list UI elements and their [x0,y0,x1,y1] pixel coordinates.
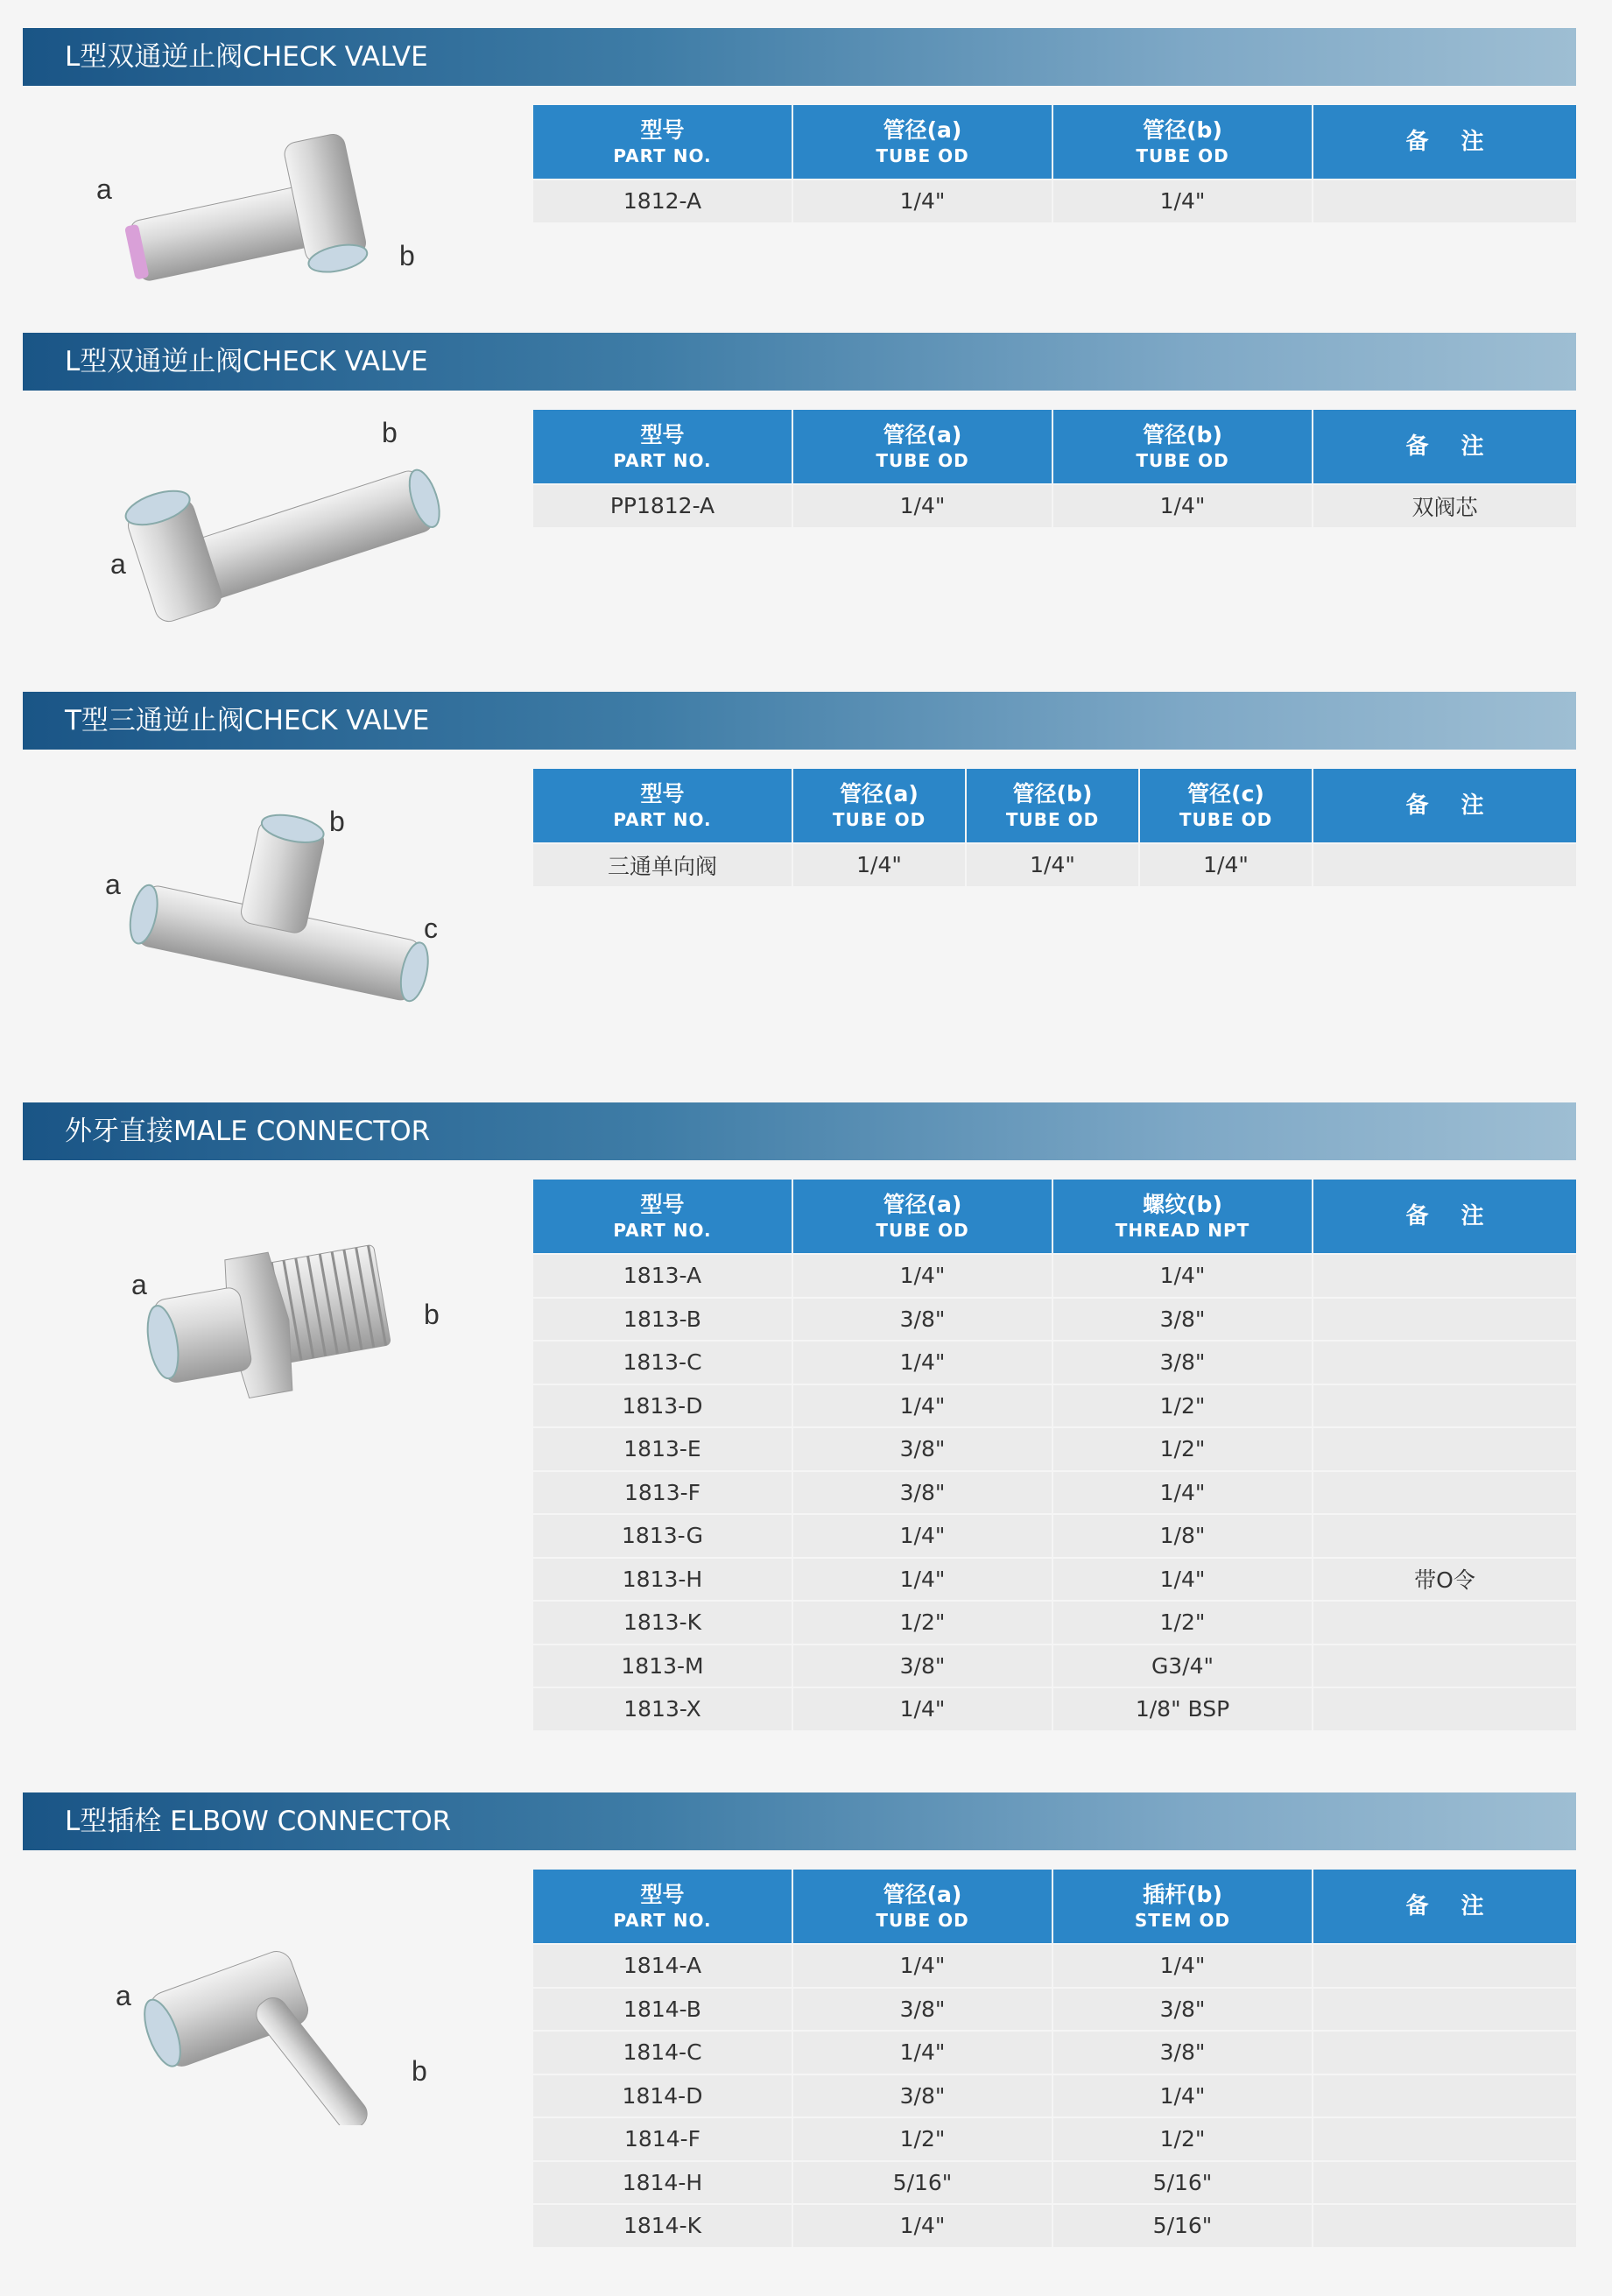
table-cell [1313,1427,1576,1471]
column-header [792,1870,1052,1944]
table-cell: 3/8" [792,1427,1052,1471]
column-header-zh: 型号 [640,1192,685,1217]
column-header [792,410,1052,484]
table-row [533,1645,1576,1688]
table-cell: 1/4" [792,2031,1052,2074]
table-cell: 5/16" [1052,2204,1313,2247]
table-cell [1313,1514,1576,1558]
table-cell: 1/4" [792,1254,1052,1298]
table-cell: 1/4" [792,180,1052,222]
column-header [1313,769,1576,843]
table-header-row [533,410,1576,484]
table-cell: 1/4" [1052,1944,1313,1988]
table-cell: 1813-C [533,1341,792,1384]
table-cell [1313,1254,1576,1298]
column-header-zh: 管径(a) [883,1192,962,1217]
spec-table [533,105,1576,222]
column-header [1052,105,1313,180]
table-cell: 1/4" [1052,1471,1313,1515]
port-label-a: a [131,1269,147,1300]
column-header-zh: 备 注 [1405,1893,1496,1919]
table-cell [1313,1988,1576,2032]
table-cell [1313,2204,1576,2247]
column-header-en: PART NO. [613,1220,712,1241]
column-header-zh: 备 注 [1405,1203,1496,1229]
column-header-zh: 管径(a) [883,422,962,447]
table-cell: 双阀芯 [1313,484,1576,527]
table-row [533,180,1576,222]
table-cell [1313,1298,1576,1342]
table-header-row [533,769,1576,843]
column-header-en: TUBE OD [876,1910,969,1931]
column-header [1313,1180,1576,1254]
table-cell [1313,180,1576,222]
table-cell [1313,2117,1576,2161]
column-header-en: PART NO. [613,1910,712,1931]
table-cell [1313,1471,1576,1515]
column-header-en: STEM OD [1134,1910,1231,1931]
column-header-zh: 型号 [640,117,685,143]
section-title: L型插栓 ELBOW CONNECTOR [23,1792,1576,1850]
column-header [533,1870,792,1944]
table-row [533,1988,1576,2032]
table-row [533,2031,1576,2074]
column-header-en: PART NO. [613,450,712,471]
table-row [533,1601,1576,1645]
table-cell: 1/4" [792,1687,1052,1730]
port-label-a: a [116,1980,131,2011]
table-cell: 1813-H [533,1558,792,1602]
table-cell [1313,2161,1576,2205]
tee-check-valve-icon [88,806,473,1060]
column-header-zh: 管径(b) [1143,422,1222,447]
table-cell: 1/2" [792,2117,1052,2161]
port-label-a: a [105,869,121,900]
table-cell: 1/4" [792,484,1052,527]
table-row [533,1471,1576,1515]
table-cell: 3/8" [1052,1298,1313,1342]
table-header-row [533,1180,1576,1254]
table-cell [1313,1645,1576,1688]
table-cell: 1/2" [792,1601,1052,1645]
table-cell: 1813-D [533,1384,792,1428]
table-cell: 1/4" [1052,1254,1313,1298]
table-row [533,1254,1576,1298]
table-cell: 3/8" [792,1645,1052,1688]
column-header-zh: 管径(b) [1143,117,1222,143]
column-header [533,769,792,843]
table-cell: 1/8" [1052,1514,1313,1558]
column-header [1052,410,1313,484]
table-row [533,1427,1576,1471]
table-cell: 1/4" [792,1341,1052,1384]
column-header [533,105,792,180]
table-cell [1313,1384,1576,1428]
table-cell: 1/2" [1052,1427,1313,1471]
column-header-zh: 螺纹(b) [1143,1192,1222,1217]
column-header-en: TUBE OD [1005,809,1100,830]
table-cell: 3/8" [792,2074,1052,2118]
table-cell: 3/8" [1052,1341,1313,1384]
table-cell: 1814-C [533,2031,792,2074]
column-header [1313,1870,1576,1944]
table-cell: 1/4" [792,843,966,886]
l-check-valve-long-icon [88,417,473,644]
column-header [533,410,792,484]
table-cell: 1/4" [792,1944,1052,1988]
l-check-valve-icon [88,116,473,326]
table-header-row [533,105,1576,180]
table-cell: PP1812-A [533,484,792,527]
section-title: 外牙直接MALE CONNECTOR [23,1102,1576,1160]
section-title: L型双通逆止阀CHECK VALVE [23,333,1576,391]
column-header [966,769,1139,843]
column-header-zh: 管径(b) [1012,781,1093,806]
table-cell: 带O令 [1313,1558,1576,1602]
table-row [533,1384,1576,1428]
column-header-zh: 管径(a) [840,781,919,806]
table-cell: 1814-F [533,2117,792,2161]
table-cell: 1814-H [533,2161,792,2205]
section-title: L型双通逆止阀CHECK VALVE [23,28,1576,86]
column-header-zh: 管径(a) [883,1882,962,1907]
column-header-zh: 插杆(b) [1143,1882,1222,1907]
table-cell [1313,1601,1576,1645]
column-header-zh: 备 注 [1405,433,1496,460]
spec-table [533,1180,1576,1730]
column-header-en: PART NO. [613,809,712,830]
table-cell: 1/4" [1052,180,1313,222]
table-cell: 3/8" [1052,1988,1313,2032]
section-title: T型三通逆止阀CHECK VALVE [23,692,1576,750]
spec-table [533,410,1576,527]
column-header-zh: 型号 [640,422,685,447]
table-cell [1313,2074,1576,2118]
column-header-en: TUBE OD [876,450,969,471]
table-cell [1313,1944,1576,1988]
port-label-c: c [424,912,438,944]
table-row [533,1944,1576,1988]
column-header-en: TUBE OD [1179,809,1273,830]
table-cell: 1/4" [792,1558,1052,1602]
table-cell: 3/8" [792,1298,1052,1342]
table-cell: 1/8" BSP [1052,1687,1313,1730]
port-label-b: b [424,1299,440,1330]
table-cell: 1/2" [1052,2117,1313,2161]
table-header-row [533,1870,1576,1944]
table-row [533,2074,1576,2118]
table-cell: 3/8" [792,1988,1052,2032]
table-cell: 1814-K [533,2204,792,2247]
table-cell: 1/2" [1052,1384,1313,1428]
table-cell: 3/8" [1052,2031,1313,2074]
column-header [792,769,966,843]
table-row [533,2117,1576,2161]
port-label-b: b [399,240,415,271]
column-header-en: TUBE OD [876,145,969,166]
table-cell: 1813-M [533,1645,792,1688]
port-label-b: b [329,806,345,837]
table-cell: 1813-K [533,1601,792,1645]
male-connector-icon [88,1216,473,1426]
table-row [533,1514,1576,1558]
column-header-en: THREAD NPT [1115,1220,1250,1241]
port-label-a: a [110,548,126,580]
column-header [1139,769,1313,843]
table-cell [1313,1687,1576,1730]
table-row [533,1558,1576,1602]
table-cell: 1814-B [533,1988,792,2032]
table-cell [1313,2031,1576,2074]
column-header [1052,1180,1313,1254]
column-header-zh: 备 注 [1405,129,1496,155]
table-cell [1313,843,1576,886]
table-cell: 1/4" [1052,2074,1313,2118]
table-row [533,2204,1576,2247]
elbow-connector-icon [88,1906,473,2125]
column-header [1313,105,1576,180]
column-header [1052,1870,1313,1944]
spec-table [533,769,1576,886]
table-cell: 5/16" [792,2161,1052,2205]
column-header-en: TUBE OD [1136,145,1229,166]
table-cell: 1813-B [533,1298,792,1342]
port-label-b: b [412,2055,427,2087]
table-cell: 1813-G [533,1514,792,1558]
table-cell: 1814-A [533,1944,792,1988]
table-cell: 1/4" [792,1514,1052,1558]
table-cell: G3/4" [1052,1645,1313,1688]
column-header-zh: 型号 [640,1882,685,1907]
table-cell: 5/16" [1052,2161,1313,2205]
table-cell: 1/4" [1052,1558,1313,1602]
column-header-zh: 型号 [640,781,685,806]
table-row [533,1298,1576,1342]
table-cell: 3/8" [792,1471,1052,1515]
column-header-en: TUBE OD [832,809,926,830]
table-cell: 1/2" [1052,1601,1313,1645]
column-header [792,1180,1052,1254]
column-header-zh: 备 注 [1405,792,1496,819]
column-header [1313,410,1576,484]
table-cell [1313,1341,1576,1384]
table-cell: 三通单向阀 [533,843,792,886]
column-header [792,105,1052,180]
port-label-a: a [96,173,112,205]
column-header-en: TUBE OD [876,1220,969,1241]
column-header [533,1180,792,1254]
table-cell: 1/4" [1139,843,1313,886]
table-row [533,1687,1576,1730]
table-cell: 1813-X [533,1687,792,1730]
port-label-b: b [382,417,398,448]
table-cell: 1814-D [533,2074,792,2118]
table-row [533,843,1576,886]
table-row [533,2161,1576,2205]
column-header-zh: 管径(a) [883,117,962,143]
column-header-en: TUBE OD [1136,450,1229,471]
column-header-en: PART NO. [613,145,712,166]
table-cell: 1813-F [533,1471,792,1515]
table-row [533,1341,1576,1384]
spec-table [533,1870,1576,2247]
table-cell: 1/4" [792,1384,1052,1428]
table-cell: 1813-A [533,1254,792,1298]
table-row [533,484,1576,527]
table-cell: 1812-A [533,180,792,222]
table-cell: 1/4" [1052,484,1313,527]
table-cell: 1/4" [792,2204,1052,2247]
column-header-zh: 管径(c) [1187,781,1264,806]
table-cell: 1/4" [966,843,1139,886]
table-cell: 1813-E [533,1427,792,1471]
